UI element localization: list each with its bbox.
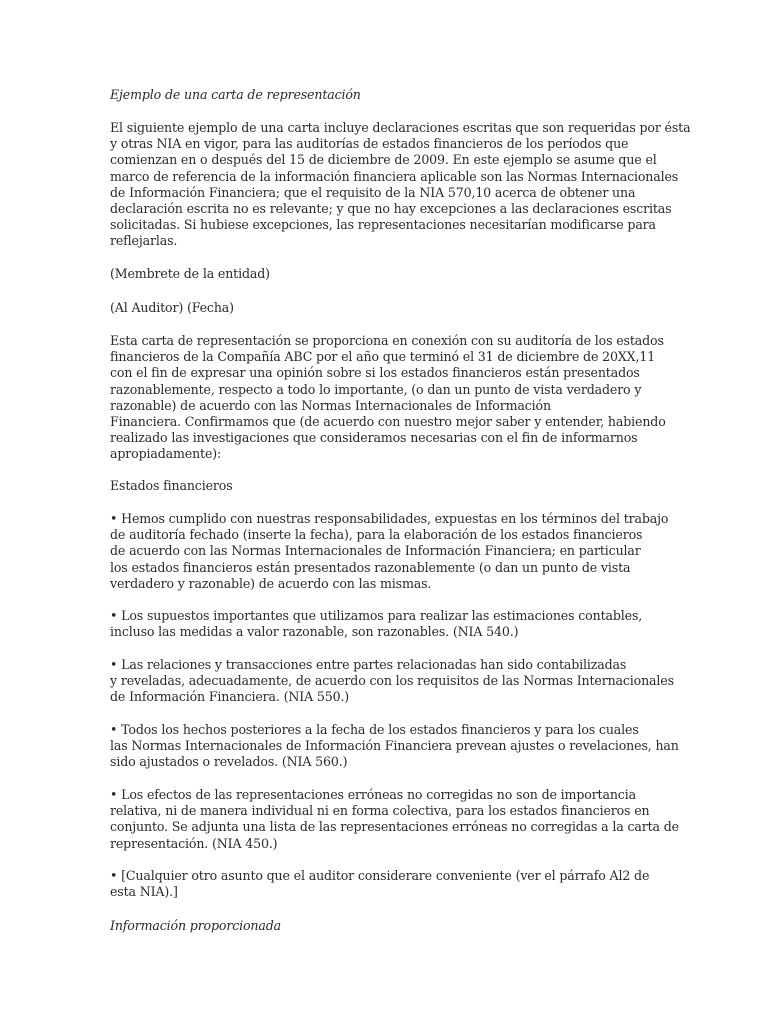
bullet-item: • Los supuestos importantes que utilizamos para realizar las estimaciones contables, incluso las medidas a valor razonable, son razonables. (NIA 540.) [110,608,643,640]
intro-paragraph: El siguiente ejemplo de una carta incluye declaraciones escritas que son requeridas por ésta y otras NIA en vigor, para las auditorías de estados financieros de los períodos que comienzan en o después del 15 de diciembre de 2009. En este ejemplo se asume que el marco de referencia de la información financiera aplicable son las Normas Internacionales de Información Financiera; que el requisito de la NIA 570,10 acerca de obtener una declaración escrita no es relevante; y que no hay excepciones a las declaraciones escritas solicitadas. Si hubiese excepciones, las representaciones necesitarían modificarse para reflejarlas. [110,120,691,249]
addressee-line: (Al Auditor) (Fecha) [110,300,234,315]
bullet-item: • Los efectos de las representaciones erróneas no corregidas no son de importancia relativa, ni de manera individual ni en forma colectiva, para los estados financieros en conjunto. Se adjunta una lista de las representaciones erróneas no corregidas a la carta de representación. (NIA 450.) [110,787,679,851]
bullet-item: • Todos los hechos posteriores a la fecha de los estados financieros y para los cuales las Normas Internacionales de Información Financiera prevean ajustes o revelaciones, han sido ajustados o revelados. (NIA 560.) [110,722,679,770]
bullet-item: • [Cualquier otro asunto que el auditor considerare conveniente (ver el párrafo Al2 de esta NIA).] [110,868,650,900]
letterhead-line: (Membrete de la entidad) [110,266,270,281]
opening-paragraph: Esta carta de representación se proporciona en conexión con su auditoría de los estados financieros de la Compañía ABC por el año que terminó el 31 de diciembre de 20XX,11 con el fin de expresar una opinión sobre si los estados financieros están presentados razonablemente, respecto a todo lo importante, (o dan un punto de vista verdadero y razonable) de acuerdo con las Normas Internacionales de Información Financiera. Confirmamos que (de acuerdo con nuestro mejor saber y entender, habiendo realizado las investigaciones que consideramos necesarias con el fin de informarnos apropiadamente): [110,333,666,462]
section-heading-info: Información proporcionada [110,918,282,933]
section-heading-financial: Estados financieros [110,478,233,493]
bullet-item: • Hemos cumplido con nuestras responsabilidades, expuestas en los términos del trabajo de auditoría fechado (inserte la fecha), para la elaboración de los estados financieros de acuerdo con las Normas Internacionales de Información Financiera; en particular los estados financieros están presentados razonablemente (o dan un punto de vista verdadero y razonable) de acuerdo con las mismas. [110,511,669,591]
bullet-item: • Las relaciones y transacciones entre partes relacionadas han sido contabilizadas y reveladas, adecuadamente, de acuerdo con los requisitos de las Normas Internacionales de Información Financiera. (NIA 550.) [110,657,674,705]
document-title: Ejemplo de una carta de representación [110,87,361,102]
